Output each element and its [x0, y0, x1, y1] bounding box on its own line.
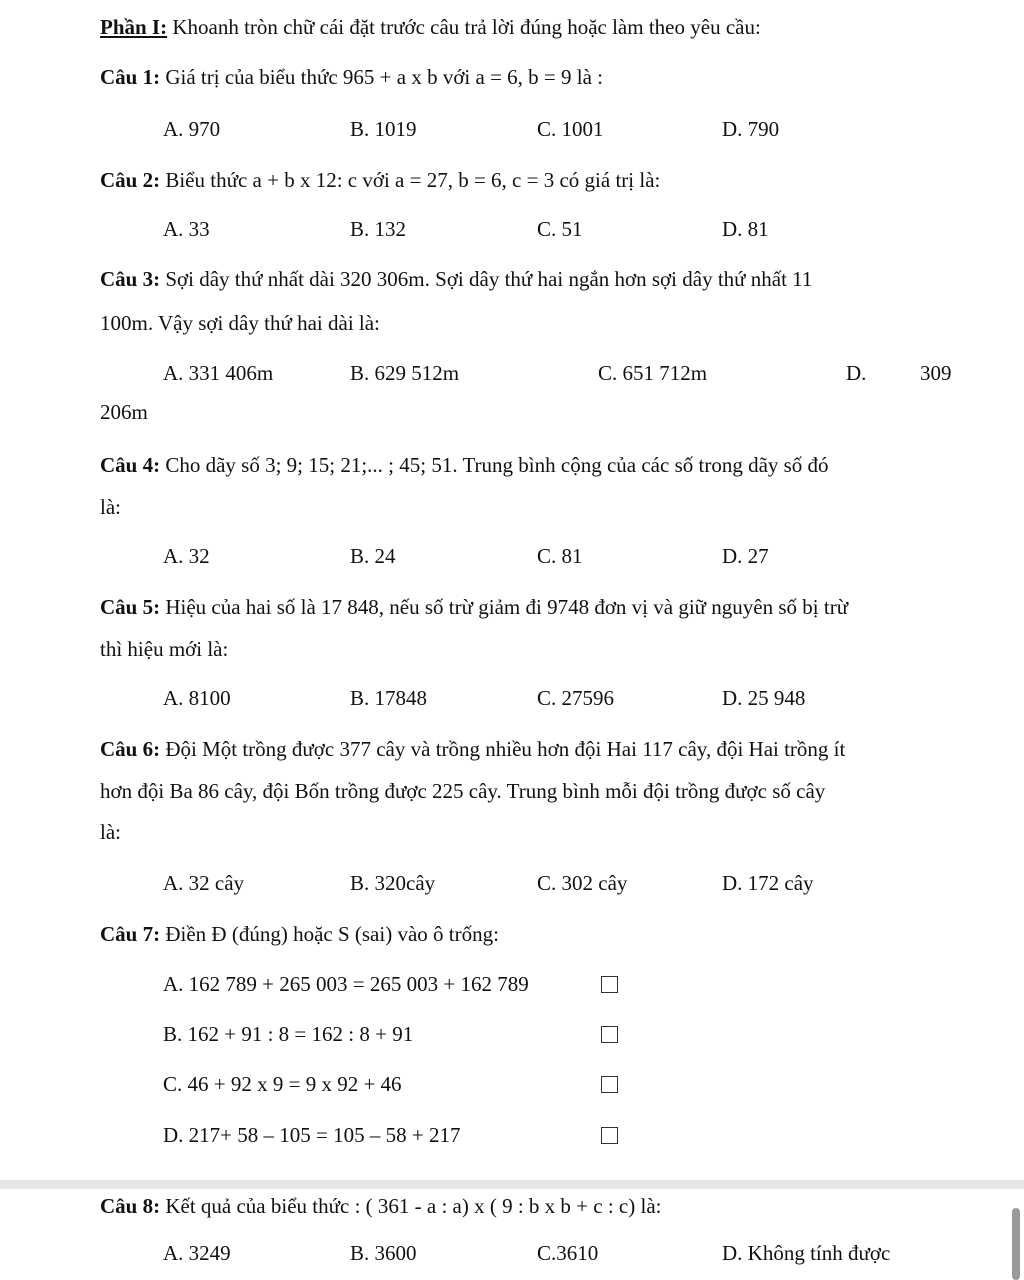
q3-option-d-value-cont: 206m: [100, 400, 148, 424]
q5-option-d[interactable]: D. 25 948: [722, 686, 806, 710]
q7-answer-box-d[interactable]: [601, 1127, 618, 1144]
q5-option-a[interactable]: A. 8100: [163, 686, 231, 710]
q3-option-c[interactable]: C. 651 712m: [598, 361, 708, 385]
question-3-line-2: 100m. Vậy sợi dây thứ hai dài là:: [100, 311, 380, 335]
question-text: Giá trị của biểu thức 965 + a x b với a = 6, b = 9 là :: [160, 65, 604, 89]
q7-answer-box-b[interactable]: [601, 1026, 618, 1043]
q8-option-a[interactable]: A. 3249: [163, 1241, 231, 1265]
question-5: [100, 593, 848, 621]
scrollbar-thumb[interactable]: [1012, 1208, 1020, 1280]
q7-item-c: C. 46 + 92 x 9 = 9 x 92 + 46: [163, 1072, 402, 1096]
section-heading: [100, 13, 761, 41]
q6-option-c[interactable]: C. 302 cây: [537, 871, 628, 895]
q6-option-b[interactable]: B. 320cây: [350, 871, 436, 895]
question-text: Sợi dây thứ nhất dài 320 306m. Sợi dây thứ hai ngắn hơn sợi dây thứ nhất 11: [160, 267, 813, 291]
question-6-line-3: là:: [100, 820, 121, 844]
question-4: [100, 451, 829, 479]
question-4-line-2: là:: [100, 495, 121, 519]
question-2: [100, 166, 660, 194]
section-label: Phần I:: [100, 15, 168, 39]
question-text: Đội Một trồng được 377 cây và trồng nhiều hơn đội Hai 117 cây, đội Hai trồng ít: [160, 737, 846, 761]
q8-option-d[interactable]: D. Không tính được: [722, 1241, 891, 1265]
q4-option-b[interactable]: B. 24: [350, 544, 396, 568]
q2-option-b[interactable]: B. 132: [350, 217, 407, 241]
q2-option-d[interactable]: D. 81: [722, 217, 769, 241]
question-text: Điền Đ (đúng) hoặc S (sai) vào ô trống:: [160, 922, 499, 946]
q7-item-b: B. 162 + 91 : 8 = 162 : 8 + 91: [163, 1022, 414, 1046]
question-3: [100, 265, 812, 293]
q3-option-d-value: 309: [920, 361, 952, 385]
question-label: Câu 2:: [100, 168, 161, 192]
question-text: Hiệu của hai số là 17 848, nếu số trừ giảm đi 9748 đơn vị và giữ nguyên số bị trừ: [160, 595, 849, 619]
question-text: Cho dãy số 3; 9; 15; 21;... ; 45; 51. Trung bình cộng của các số trong dãy số đó: [160, 453, 829, 477]
q8-option-c[interactable]: C.3610: [537, 1241, 599, 1265]
question-text: Kết quả của biểu thức : ( 361 - a : a) x ( 9 : b x b + c : c) là:: [160, 1194, 662, 1218]
q4-option-c[interactable]: C. 81: [537, 544, 583, 568]
question-6-line-2: hơn đội Ba 86 cây, đội Bốn trồng được 225 cây. Trung bình mỗi đội trồng được số cây: [100, 779, 826, 803]
question-label: Câu 7:: [100, 922, 161, 946]
question-1: [100, 63, 603, 91]
q6-option-a[interactable]: A. 32 cây: [163, 871, 245, 895]
question-label: Câu 1:: [100, 65, 161, 89]
q3-option-d[interactable]: D.: [846, 361, 867, 385]
q7-answer-box-a[interactable]: [601, 976, 618, 993]
q3-option-a[interactable]: A. 331 406m: [163, 361, 274, 385]
question-8: [100, 1192, 662, 1220]
q7-item-d: D. 217+ 58 – 105 = 105 – 58 + 217: [163, 1123, 461, 1147]
q6-option-d[interactable]: D. 172 cây: [722, 871, 814, 895]
section-instruction: Khoanh tròn chữ cái đặt trước câu trả lời đúng hoặc làm theo yêu cầu:: [167, 15, 761, 39]
q7-answer-box-c[interactable]: [601, 1076, 618, 1093]
question-label: Câu 4:: [100, 453, 161, 477]
q8-option-b[interactable]: B. 3600: [350, 1241, 417, 1265]
q1-option-a[interactable]: A. 970: [163, 117, 221, 141]
question-label: Câu 6:: [100, 737, 161, 761]
question-label: Câu 5:: [100, 595, 161, 619]
q1-option-c[interactable]: C. 1001: [537, 117, 604, 141]
q4-option-d[interactable]: D. 27: [722, 544, 769, 568]
q7-item-a: A. 162 789 + 265 003 = 265 003 + 162 789: [163, 972, 529, 996]
q1-option-b[interactable]: B. 1019: [350, 117, 417, 141]
question-7: [100, 920, 499, 948]
question-5-line-2: thì hiệu mới là:: [100, 637, 229, 661]
question-6: [100, 735, 845, 763]
q2-option-c[interactable]: C. 51: [537, 217, 583, 241]
page-break: [0, 1180, 1024, 1189]
question-text: Biểu thức a + b x 12: c với a = 27, b = 6, c = 3 có giá trị là:: [160, 168, 661, 192]
question-label: Câu 3:: [100, 267, 161, 291]
q5-option-c[interactable]: C. 27596: [537, 686, 615, 710]
question-label: Câu 8:: [100, 1194, 161, 1218]
q2-option-a[interactable]: A. 33: [163, 217, 210, 241]
q5-option-b[interactable]: B. 17848: [350, 686, 428, 710]
q1-option-d[interactable]: D. 790: [722, 117, 780, 141]
q4-option-a[interactable]: A. 32: [163, 544, 210, 568]
q3-option-b[interactable]: B. 629 512m: [350, 361, 460, 385]
